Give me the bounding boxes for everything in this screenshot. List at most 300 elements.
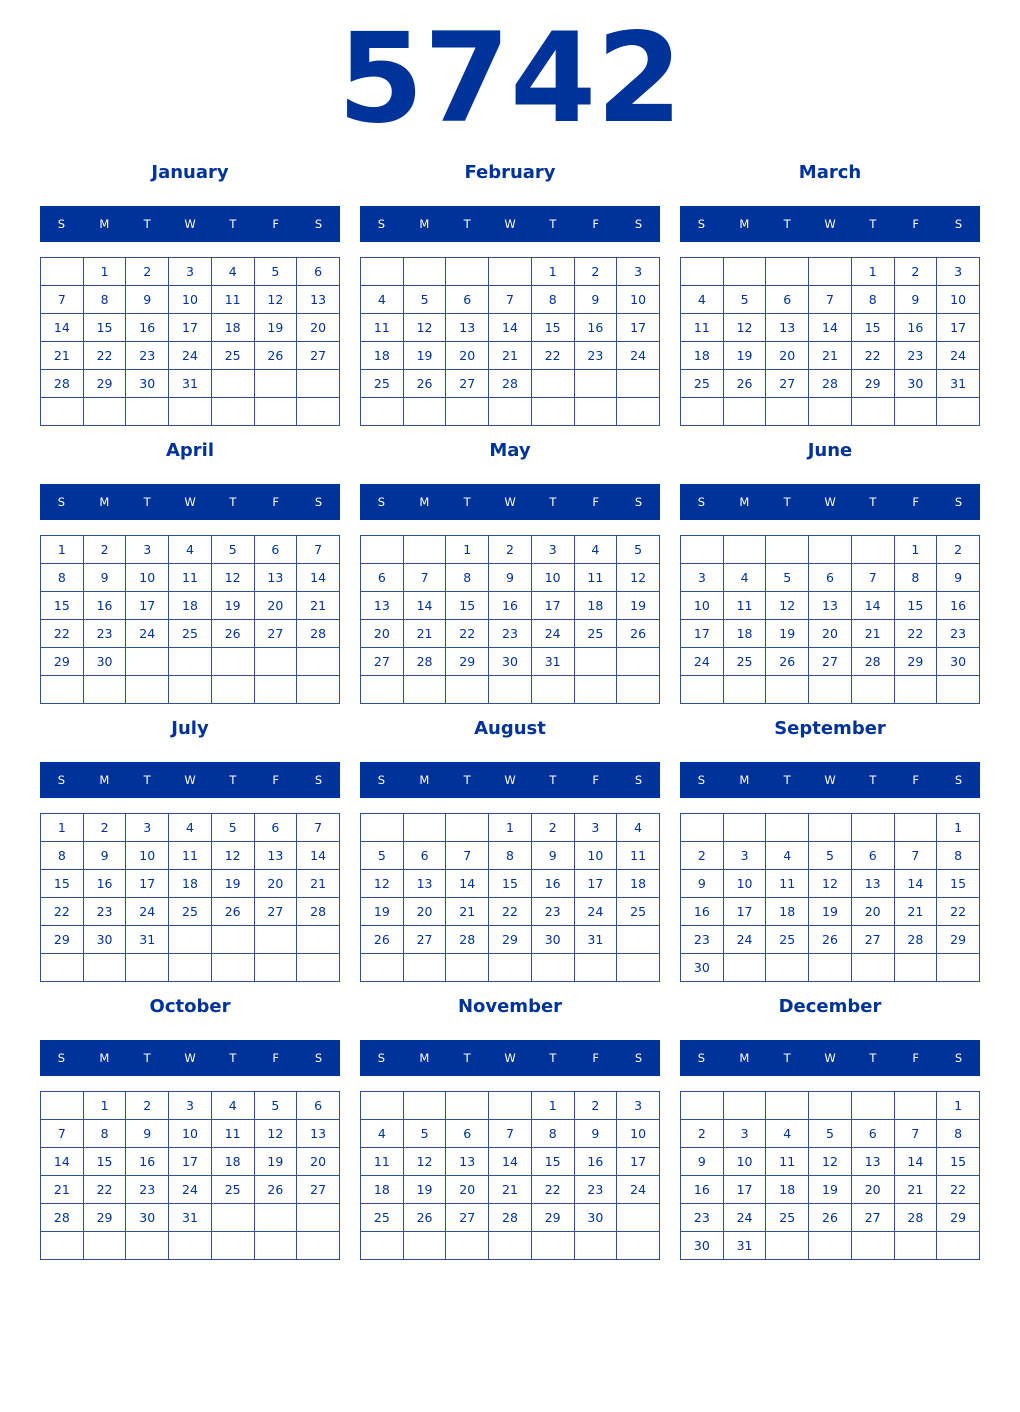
day-cell: 30 [894, 370, 937, 398]
week-row [681, 842, 980, 870]
day-cell: 27 [297, 342, 340, 370]
day-cell: 13 [446, 1148, 489, 1176]
day-cell [851, 814, 894, 842]
day-cell: 29 [83, 1204, 126, 1232]
week-row [41, 954, 340, 982]
month-name: December [778, 996, 882, 1017]
day-cell: 21 [446, 898, 489, 926]
day-cell: 8 [41, 842, 84, 870]
day-cell: 17 [126, 592, 169, 620]
day-cell: 6 [361, 564, 404, 592]
day-cell: 7 [41, 286, 84, 314]
weekday-label: S [697, 495, 706, 509]
day-cell: 14 [894, 870, 937, 898]
day-cell [403, 536, 446, 564]
weekday-label: W [504, 495, 516, 509]
day-cell: 22 [83, 1176, 126, 1204]
weekday-label: W [824, 217, 836, 231]
day-cell [361, 814, 404, 842]
weekday-label: M [739, 1051, 750, 1065]
day-cell: 12 [254, 286, 297, 314]
day-cell: 25 [211, 1176, 254, 1204]
day-cell: 5 [361, 842, 404, 870]
day-cell: 5 [254, 1092, 297, 1120]
day-cell [361, 1092, 404, 1120]
day-cell [211, 370, 254, 398]
day-cell: 1 [446, 536, 489, 564]
day-cell: 5 [211, 536, 254, 564]
weekday-header [40, 484, 340, 520]
week-row [361, 286, 660, 314]
day-cell: 7 [851, 564, 894, 592]
day-cell [361, 258, 404, 286]
week-row [681, 286, 980, 314]
day-cell: 9 [126, 286, 169, 314]
day-cell: 12 [211, 842, 254, 870]
day-cell: 22 [531, 342, 574, 370]
day-cell: 9 [681, 870, 724, 898]
weekday-header [680, 484, 980, 520]
day-cell: 23 [574, 1176, 617, 1204]
day-cell [41, 258, 84, 286]
day-cell: 28 [851, 648, 894, 676]
day-cell: 27 [403, 926, 446, 954]
day-cell [403, 814, 446, 842]
week-row [681, 676, 980, 704]
day-cell [809, 954, 852, 982]
day-cell: 23 [489, 620, 532, 648]
day-cell: 26 [403, 1204, 446, 1232]
day-cell: 3 [723, 842, 766, 870]
day-cell: 5 [403, 286, 446, 314]
day-cell: 10 [531, 564, 574, 592]
day-cell: 2 [681, 842, 724, 870]
day-cell: 8 [894, 564, 937, 592]
day-cell: 23 [574, 342, 617, 370]
day-cell: 16 [489, 592, 532, 620]
week-row [681, 370, 980, 398]
weekday-label: F [272, 773, 280, 787]
day-cell: 18 [766, 1176, 809, 1204]
weekday-label: F [272, 495, 280, 509]
weekday-label: S [377, 495, 386, 509]
day-cell [531, 370, 574, 398]
week-row [361, 564, 660, 592]
day-cell: 15 [937, 870, 980, 898]
day-cell: 21 [894, 1176, 937, 1204]
day-cell: 2 [489, 536, 532, 564]
day-cell: 2 [126, 1092, 169, 1120]
day-cell: 26 [254, 1176, 297, 1204]
day-cell: 24 [617, 342, 660, 370]
day-cell [574, 954, 617, 982]
day-cell [617, 648, 660, 676]
weekday-label: S [634, 1051, 643, 1065]
day-cell: 13 [297, 286, 340, 314]
week-row [41, 370, 340, 398]
week-row [41, 536, 340, 564]
day-cell [254, 926, 297, 954]
week-row [681, 592, 980, 620]
week-row [681, 398, 980, 426]
day-cell: 6 [297, 1092, 340, 1120]
day-cell [681, 398, 724, 426]
day-cell: 25 [617, 898, 660, 926]
day-cell: 21 [894, 898, 937, 926]
day-cell: 9 [574, 286, 617, 314]
day-cell: 12 [361, 870, 404, 898]
day-cell [766, 258, 809, 286]
week-row [41, 842, 340, 870]
day-cell: 19 [361, 898, 404, 926]
day-cell: 12 [403, 314, 446, 342]
day-cell [41, 1232, 84, 1260]
day-cell: 6 [446, 286, 489, 314]
weekday-label: S [954, 1051, 963, 1065]
day-cell: 16 [681, 1176, 724, 1204]
week-row [681, 648, 980, 676]
weekday-header [40, 1040, 340, 1076]
weekday-label: W [504, 773, 516, 787]
day-cell [851, 1232, 894, 1260]
day-cell [297, 676, 340, 704]
day-cell: 19 [766, 620, 809, 648]
day-cell: 15 [41, 592, 84, 620]
week-row [41, 1176, 340, 1204]
week-row [41, 592, 340, 620]
day-cell [766, 1232, 809, 1260]
day-cell: 4 [766, 842, 809, 870]
day-cell: 8 [937, 842, 980, 870]
day-cell: 25 [766, 926, 809, 954]
day-cell: 27 [446, 1204, 489, 1232]
day-cell [403, 1232, 446, 1260]
week-row [361, 370, 660, 398]
month-name: May [489, 440, 531, 461]
day-cell [126, 676, 169, 704]
day-cell: 24 [723, 926, 766, 954]
day-cell [894, 398, 937, 426]
day-cell: 24 [574, 898, 617, 926]
day-cell: 14 [489, 1148, 532, 1176]
weekday-label: T [229, 217, 237, 231]
week-row [41, 1204, 340, 1232]
day-cell [809, 398, 852, 426]
day-cell: 18 [169, 592, 212, 620]
day-cell: 11 [169, 564, 212, 592]
week-row [41, 814, 340, 842]
day-cell: 12 [809, 1148, 852, 1176]
day-cell: 4 [169, 814, 212, 842]
day-cell [211, 1232, 254, 1260]
weekday-label: T [869, 495, 877, 509]
weekday-label: S [634, 495, 643, 509]
day-cell: 4 [681, 286, 724, 314]
week-row [361, 1092, 660, 1120]
week-row [41, 676, 340, 704]
day-cell: 18 [361, 342, 404, 370]
day-cell: 25 [169, 898, 212, 926]
day-cell: 30 [937, 648, 980, 676]
day-grid [680, 1091, 980, 1260]
day-cell: 25 [361, 370, 404, 398]
day-cell: 29 [489, 926, 532, 954]
day-cell [617, 954, 660, 982]
day-cell [169, 1232, 212, 1260]
day-cell [41, 1092, 84, 1120]
day-cell [766, 954, 809, 982]
day-cell: 21 [41, 1176, 84, 1204]
week-row [681, 1148, 980, 1176]
weekday-header [40, 206, 340, 242]
day-cell [617, 926, 660, 954]
day-cell: 23 [531, 898, 574, 926]
day-cell: 19 [809, 898, 852, 926]
day-cell: 16 [126, 1148, 169, 1176]
day-cell: 19 [211, 592, 254, 620]
weekday-header [680, 206, 980, 242]
day-cell: 17 [169, 1148, 212, 1176]
day-cell: 7 [297, 536, 340, 564]
day-cell: 18 [723, 620, 766, 648]
month-name: September [774, 718, 886, 739]
day-cell: 6 [403, 842, 446, 870]
day-cell: 5 [254, 258, 297, 286]
day-cell: 16 [83, 870, 126, 898]
day-cell [574, 370, 617, 398]
weekday-label: S [377, 773, 386, 787]
day-cell: 15 [531, 314, 574, 342]
day-cell [254, 676, 297, 704]
weekday-label: F [912, 1051, 920, 1065]
week-row [361, 1232, 660, 1260]
day-cell [851, 676, 894, 704]
day-cell: 17 [531, 592, 574, 620]
day-cell: 9 [531, 842, 574, 870]
weekday-label: S [954, 217, 963, 231]
day-cell: 8 [851, 286, 894, 314]
weekday-label: M [739, 495, 750, 509]
day-cell [446, 676, 489, 704]
day-cell [574, 648, 617, 676]
day-cell: 9 [894, 286, 937, 314]
day-cell: 6 [254, 814, 297, 842]
day-cell: 30 [126, 1204, 169, 1232]
day-cell [851, 954, 894, 982]
month-name: February [464, 162, 556, 183]
week-row [361, 870, 660, 898]
day-cell: 5 [723, 286, 766, 314]
weekday-label: T [783, 1051, 791, 1065]
day-cell: 25 [681, 370, 724, 398]
day-cell [211, 926, 254, 954]
day-cell: 11 [574, 564, 617, 592]
day-cell [531, 954, 574, 982]
day-cell: 2 [126, 258, 169, 286]
day-cell [254, 1232, 297, 1260]
week-row [361, 592, 660, 620]
day-grid [680, 257, 980, 426]
day-cell: 24 [937, 342, 980, 370]
day-cell: 11 [617, 842, 660, 870]
day-cell: 7 [809, 286, 852, 314]
week-row [361, 398, 660, 426]
day-cell: 8 [83, 286, 126, 314]
day-cell: 20 [297, 1148, 340, 1176]
day-cell: 30 [126, 370, 169, 398]
day-cell: 4 [211, 258, 254, 286]
weekday-label: F [912, 773, 920, 787]
day-cell: 10 [169, 1120, 212, 1148]
day-cell: 12 [254, 1120, 297, 1148]
day-cell: 27 [766, 370, 809, 398]
day-cell: 3 [937, 258, 980, 286]
day-cell: 13 [403, 870, 446, 898]
weekday-label: S [377, 217, 386, 231]
day-cell: 24 [681, 648, 724, 676]
week-row [681, 536, 980, 564]
day-cell: 15 [446, 592, 489, 620]
day-cell [446, 258, 489, 286]
day-cell: 29 [937, 1204, 980, 1232]
day-cell: 24 [126, 898, 169, 926]
day-cell: 18 [361, 1176, 404, 1204]
day-cell: 9 [489, 564, 532, 592]
day-grid [40, 813, 340, 982]
day-cell: 5 [809, 1120, 852, 1148]
weekday-header [40, 762, 340, 798]
day-cell: 6 [766, 286, 809, 314]
day-cell: 26 [361, 926, 404, 954]
day-cell [403, 954, 446, 982]
day-cell [169, 954, 212, 982]
day-cell: 10 [723, 870, 766, 898]
day-cell: 16 [894, 314, 937, 342]
weekday-label: F [592, 217, 600, 231]
weekday-label: M [99, 217, 110, 231]
day-cell [254, 1204, 297, 1232]
day-cell: 3 [531, 536, 574, 564]
day-cell: 29 [41, 648, 84, 676]
day-cell: 11 [211, 286, 254, 314]
weekday-label: T [869, 1051, 877, 1065]
week-row [361, 536, 660, 564]
day-cell: 2 [681, 1120, 724, 1148]
day-cell: 4 [211, 1092, 254, 1120]
day-cell: 24 [531, 620, 574, 648]
day-cell: 17 [617, 1148, 660, 1176]
day-cell: 12 [809, 870, 852, 898]
day-cell: 3 [617, 1092, 660, 1120]
day-cell [851, 398, 894, 426]
weekday-label: S [954, 495, 963, 509]
day-cell: 23 [894, 342, 937, 370]
weekday-header [360, 762, 660, 798]
day-cell [766, 1092, 809, 1120]
day-cell: 23 [83, 898, 126, 926]
week-row [41, 870, 340, 898]
day-cell: 24 [723, 1204, 766, 1232]
week-row [361, 842, 660, 870]
day-cell: 10 [937, 286, 980, 314]
day-cell [489, 1232, 532, 1260]
weekday-label: F [272, 1051, 280, 1065]
week-row [41, 564, 340, 592]
day-cell: 1 [489, 814, 532, 842]
day-cell: 30 [531, 926, 574, 954]
day-cell: 3 [126, 814, 169, 842]
weekday-label: T [229, 773, 237, 787]
day-cell: 25 [361, 1204, 404, 1232]
day-cell: 12 [617, 564, 660, 592]
day-cell: 22 [446, 620, 489, 648]
day-cell: 9 [83, 842, 126, 870]
weekday-label: T [783, 495, 791, 509]
weekday-label: M [99, 1051, 110, 1065]
day-cell: 30 [681, 1232, 724, 1260]
day-cell [297, 398, 340, 426]
week-row [681, 258, 980, 286]
day-cell: 2 [531, 814, 574, 842]
day-cell: 3 [169, 258, 212, 286]
day-cell: 18 [617, 870, 660, 898]
day-cell: 13 [766, 314, 809, 342]
day-cell: 12 [211, 564, 254, 592]
day-cell: 30 [681, 954, 724, 982]
day-cell: 25 [766, 1204, 809, 1232]
day-cell: 17 [169, 314, 212, 342]
week-row [361, 648, 660, 676]
day-cell [83, 676, 126, 704]
day-cell: 6 [254, 536, 297, 564]
day-cell: 17 [723, 898, 766, 926]
day-cell: 1 [83, 1092, 126, 1120]
day-cell: 21 [851, 620, 894, 648]
day-cell: 31 [531, 648, 574, 676]
day-cell [446, 954, 489, 982]
day-cell [809, 814, 852, 842]
day-cell [894, 1232, 937, 1260]
day-cell: 1 [41, 814, 84, 842]
day-cell: 9 [681, 1148, 724, 1176]
week-row [361, 258, 660, 286]
day-cell: 23 [126, 342, 169, 370]
day-cell: 21 [41, 342, 84, 370]
day-cell: 2 [937, 536, 980, 564]
day-cell [681, 1092, 724, 1120]
day-cell: 19 [211, 870, 254, 898]
day-cell [574, 1232, 617, 1260]
day-cell: 10 [126, 842, 169, 870]
day-cell: 18 [211, 314, 254, 342]
day-cell: 7 [894, 1120, 937, 1148]
day-grid [680, 535, 980, 704]
week-row [681, 1232, 980, 1260]
day-cell [169, 676, 212, 704]
day-cell: 9 [937, 564, 980, 592]
day-cell: 20 [851, 898, 894, 926]
day-cell: 8 [531, 1120, 574, 1148]
day-cell: 6 [297, 258, 340, 286]
weekday-label: S [954, 773, 963, 787]
year-title: 5742 [337, 7, 683, 151]
day-cell: 17 [126, 870, 169, 898]
day-cell [126, 648, 169, 676]
day-cell: 30 [83, 648, 126, 676]
day-cell: 18 [574, 592, 617, 620]
weekday-header [680, 762, 980, 798]
day-cell: 19 [723, 342, 766, 370]
